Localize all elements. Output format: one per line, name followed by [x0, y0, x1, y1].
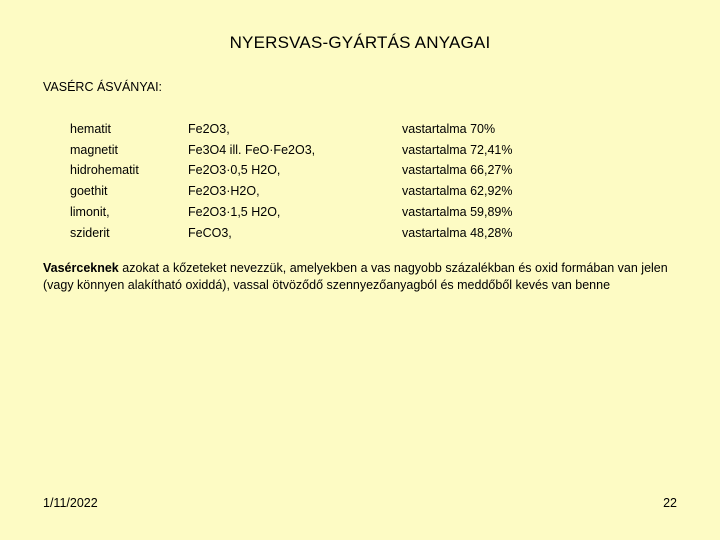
slide-page-number: 22 [663, 496, 677, 510]
definition-term: Vasérceknek [43, 261, 119, 275]
slide-title: NYERSVAS-GYÁRTÁS ANYAGAI [229, 33, 491, 52]
mineral-formula: Fe2O3·H2O, [188, 184, 260, 199]
mineral-iron-content: vastartalma 62,92% [402, 184, 513, 199]
list-item [70, 181, 542, 202]
slide-date: 1/11/2022 [43, 496, 98, 510]
section-subtitle: VASÉRC ÁSVÁNYAI: [43, 80, 163, 94]
mineral-name: sziderit [70, 225, 110, 240]
definition-paragraph [43, 260, 668, 294]
mineral-iron-content: vastartalma 70% [402, 122, 496, 136]
list-item [70, 160, 542, 181]
mineral-iron-content: vastartalma 72,41% [402, 142, 513, 157]
mineral-formula: Fe2O3·0,5 H2O, [188, 163, 281, 178]
mineral-name: goethit [70, 184, 108, 199]
mineral-formula: Fe3O4 ill. FeO·Fe2O3, [188, 142, 316, 157]
list-item [70, 202, 542, 223]
mineral-iron-content: vastartalma 48,28% [402, 225, 513, 240]
mineral-formula: Fe2O3, [188, 122, 230, 136]
mineral-iron-content: vastartalma 59,89% [402, 204, 513, 219]
mineral-name: magnetit [70, 142, 118, 157]
list-item [70, 223, 542, 244]
mineral-name: hematit [70, 122, 111, 136]
list-item [70, 140, 542, 161]
mineral-formula: FeCO3, [188, 225, 232, 240]
mineral-iron-content: vastartalma 66,27% [402, 163, 513, 178]
mineral-name: hidrohematit [70, 163, 139, 178]
minerals-list [70, 119, 542, 243]
list-item [70, 119, 542, 140]
mineral-formula: Fe2O3·1,5 H2O, [188, 204, 281, 219]
definition-text: azokat a kőzeteket nevezzük, amelyekben a vas nagyobb százalékban és oxid formában van jelen (vagy könnyen alakítható oxiddá), vassal ötvöződő szennyezőanyagból és meddőből kevés van benne [43, 261, 668, 292]
mineral-name: limonit, [70, 204, 110, 219]
